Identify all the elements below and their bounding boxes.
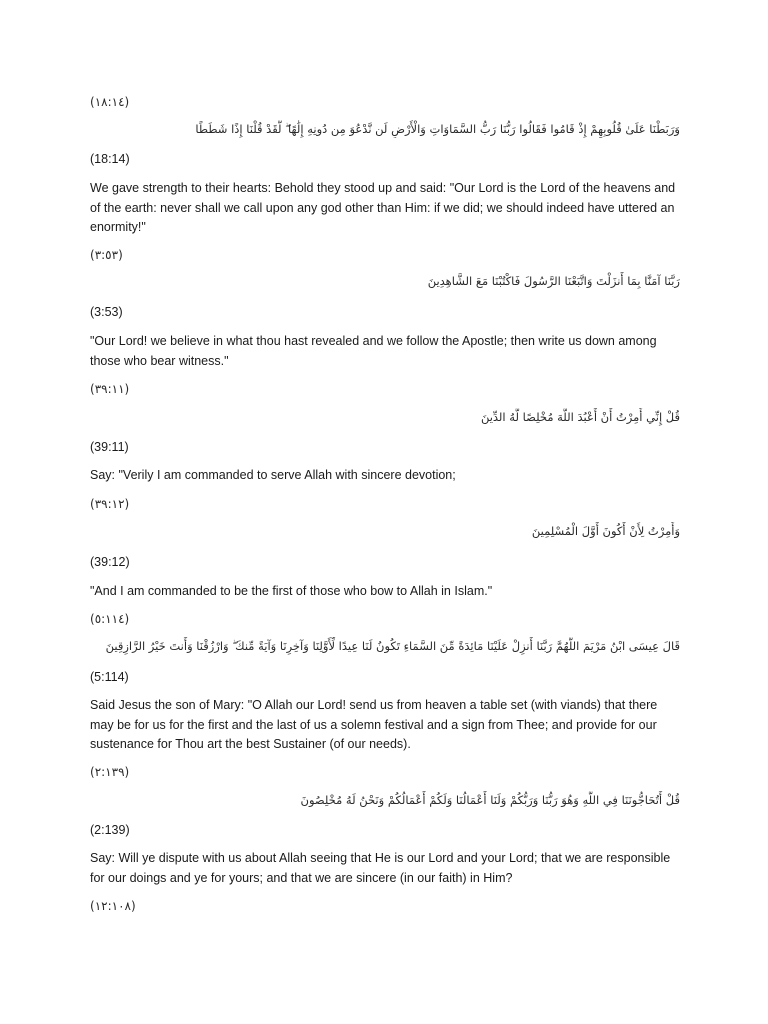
- verse-translation: Say: Will ye dispute with us about Allah seeing that He is our Lord and your Lord; that we are responsible for our doings and ye for yours; and that we are sincere (in our faith) in Him?: [90, 851, 671, 885]
- verse-arabic-text: قَالَ عِيسَى ابْنُ مَرْيَمَ اللَّهُمَّ رَبَّنَا أَنزِلْ عَلَيْنَا مَائِدَةً مِّنَ السَّمَاءِ تَكُونُ لَنَا عِيدًا لِّأَوَّلِنَا وَآخِرِنَا وَآيَةً مِّنكَ ۖ وَارْزُقْنَا وَأَنتَ خَيْرُ الرَّازِقِينَ: [105, 639, 680, 653]
- verse-ref: (39:11): [90, 440, 129, 454]
- verse-arabic-text: رَبَّنَا آمَنَّا بِمَا أَنزَلْتَ وَاتَّبَعْنَا الرَّسُولَ فَاكْتُبْنَا مَعَ الشَّاهِدِينَ: [427, 274, 680, 288]
- verse-ref-arabic: (٣٩:١١): [90, 382, 130, 396]
- verse-translation: Say: "Verily I am commanded to serve Allah with sincere devotion;: [90, 468, 456, 482]
- verse-arabic-text: وَرَبَطْنَا عَلَىٰ قُلُوبِهِمْ إِذْ قَامُوا فَقَالُوا رَبُّنَا رَبُّ السَّمَاوَاتِ وَالْأَرْضِ لَن نَّدْعُوَ مِن دُونِهِ إِلَٰهًا ۖ لَّقَدْ قُلْنَا إِذًا شَطَطًا: [195, 122, 680, 136]
- verse-ref-arabic: (٣:٥٣): [90, 248, 123, 262]
- verse-translation: "Our Lord! we believe in what thou hast revealed and we follow the Apostle; then write us down among those who bear witness.": [90, 334, 657, 368]
- verse-ref: (18:14): [90, 152, 130, 166]
- verse-translation: We gave strength to their hearts: Behold they stood up and said: "Our Lord is the Lord of the heavens and of the earth: never shall we call upon any god other than Him: if we did; we should indeed have uttered an enormity!": [90, 181, 676, 234]
- verse-ref: (2:139): [90, 823, 130, 837]
- verse-arabic-text: قُلْ إِنِّي أُمِرْتُ أَنْ أَعْبُدَ اللَّهَ مُخْلِصًا لَّهُ الدِّينَ: [480, 410, 680, 424]
- verse-arabic-text: وَأُمِرْتُ لِأَنْ أَكُونَ أَوَّلَ الْمُسْلِمِينَ: [531, 524, 680, 538]
- verse-ref-arabic: (١٢:١٠٨): [90, 899, 136, 913]
- verse-ref-arabic: (٢:١٣٩): [90, 765, 130, 779]
- verse-translation: "And I am commanded to be the first of those who bow to Allah in Islam.": [90, 584, 493, 598]
- verse-ref-arabic: (٥:١١٤): [90, 612, 130, 626]
- verse-ref: (39:12): [90, 555, 130, 569]
- verse-ref-arabic: (١٨:١٤): [90, 95, 130, 109]
- verse-arabic-text: قُلْ أَتُحَاجُّونَنَا فِي اللَّهِ وَهُوَ رَبُّنَا وَرَبُّكُمْ وَلَنَا أَعْمَالُنَا وَلَكُمْ أَعْمَالُكُمْ وَنَحْنُ لَهُ مُخْلِصُونَ: [300, 793, 680, 807]
- verse-ref: (5:114): [90, 670, 129, 684]
- verse-translation: Said Jesus the son of Mary: "O Allah our Lord! send us from heaven a table set (with viands) that there may be for us for the first and the last of us a solemn festival and a sign from Thee; and provide for our sustenance for Thou art the best Sustainer (of our needs).: [90, 698, 658, 751]
- verse-ref: (3:53): [90, 305, 123, 319]
- verse-ref-arabic: (٣٩:١٢): [90, 497, 130, 511]
